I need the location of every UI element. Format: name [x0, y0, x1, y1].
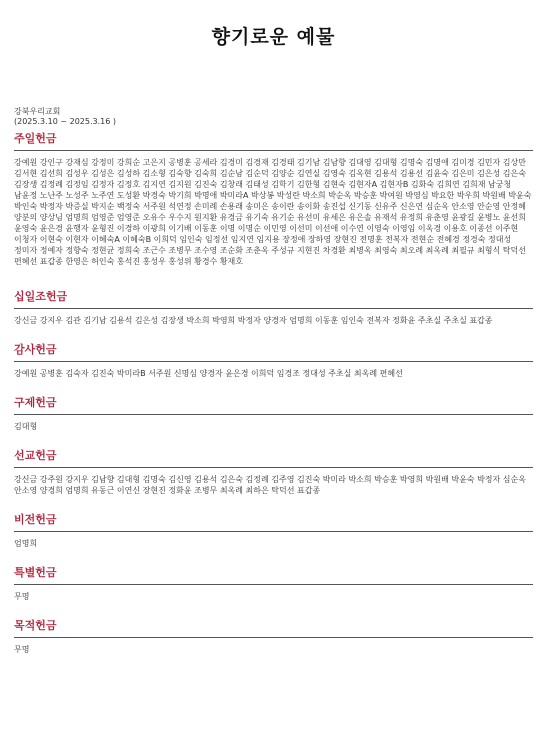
donor-names: 김대형	[14, 422, 38, 431]
section-tithe	[14, 289, 533, 326]
section-thanksgiving	[14, 342, 533, 379]
page-title: 향기로운 예물	[211, 26, 336, 48]
donor-names: 강신금 강주원 강지우 김남향 김대형 김명숙 김신영 김용석 김은숙 김정례 김주영 김진숙 박미라 박소희 박승훈 박영희 박원배 박윤숙 박정자 심순옥 안소영 양경희 엄명희 유동근 이연신 장현진 정화윤 조병무 최옥례 최하은 탁덕선 표갑종	[14, 475, 526, 495]
section-special	[14, 565, 533, 602]
donor-names: 강예원 공병훈 김숙자 김진숙 박미라B 서주원 신명심 양경자 윤은경 이희덕 임경조 정대성 주초실 최옥례 편혜선	[14, 369, 403, 378]
donor-names: 무명	[14, 592, 30, 601]
section-vision	[14, 512, 533, 549]
section-heading: 주일헌금	[14, 131, 533, 151]
section-relief	[14, 395, 533, 432]
section-mission	[14, 448, 533, 496]
donor-names: 강신금 강지우 김관 김기남 김용석 김은성 김장생 박소희 박영희 박정자 양경자 엄명희 이동훈 임인숙 전복자 정화윤 주초실 주초실 표갑종	[14, 316, 493, 325]
report-meta	[14, 107, 533, 127]
section-heading: 선교헌금	[14, 448, 533, 468]
section-sunday-offering	[14, 131, 533, 267]
section-heading: 감사헌금	[14, 342, 533, 362]
donor-names: 엄명희	[14, 539, 38, 548]
section-heading: 목적헌금	[14, 618, 533, 638]
section-heading: 비전헌금	[14, 512, 533, 532]
section-heading: 십일조헌금	[14, 289, 533, 309]
section-heading: 특별헌금	[14, 565, 533, 585]
report-period: (2025.3.10 ~ 2025.3.16 )	[14, 117, 117, 126]
section-heading: 구제헌금	[14, 395, 533, 415]
donor-names: 무명	[14, 645, 30, 654]
church-name: 강북우리교회	[14, 107, 61, 116]
donor-names: 강예원 강인구 강재심 강정미 강희순 고은지 공병훈 공세라 김경미 김경재 김경태 김기남 김남향 김대영 김대형 김명숙 김명애 김미경 김민자 김상만 김서현 김선희 김성우 김성은 김성하 김소형 김숙향 김숙희 김순남 김순덕 김양순 김연실 김영숙 김옥현 김용석 김용선 김윤숙 김은미 김은성 김은숙 김장생 김정례 김정임 김정자 김정호 김지연 김지원 김진숙 김창래 김태성 김학기 김한형 김현숙 김현자A 김현자B 김화숙 김희연 김희재 남궁청 남윤정 노난주 노성주 노주연 도성환 박경숙 박기희 박명애 박미라A 박상봉 박성란 박소희 박순옥 박승훈 박여원 박영심 박요한 박우희 박원배 박윤숙 박인숙 박정자 박증실 박지순 백정숙 서주원 석연정 손미례 손용래 송미은 송이란 송이화 송진섭 신기동 신유주 신은연 심순옥 안소영 안순영 안정혜 양분의 양상님 엄명희 엄영준 엄영준 오유수 우수지 원지환 유경금 유기숙 유기순 유선미 유세은 유은솔 유재석 유정희 유춘영 윤광길 윤병노 윤선희 윤영숙 윤은경 윤행자 윤형진 이경하 이광희 이기배 이동훈 이명 이명순 이민영 이선미 이선애 이수연 이영숙 이영임 이옥경 이용호 이종선 이주현 이청자 이현숙 이현자 이혜숙A 이혜숙B 이희덕 임인숙 임정선 임지연 임지용 장정애 장하영 장현진 전명훈 전복자 전현순 전혜경 정경숙 정대성 정미자 정예자 정향숙 정현균 정희숙 조근수 조병무 조수영 조순화 조춘옥 주성규 지현진 차경환 최병옥 최영숙 최오례 최옥례 최필규 최형식 탁덕선 편혜선 표갑종 한영은 허인숙 홍석진 홍성우 홍성위 황경수 황재호	[14, 158, 532, 266]
section-purpose	[14, 618, 533, 655]
